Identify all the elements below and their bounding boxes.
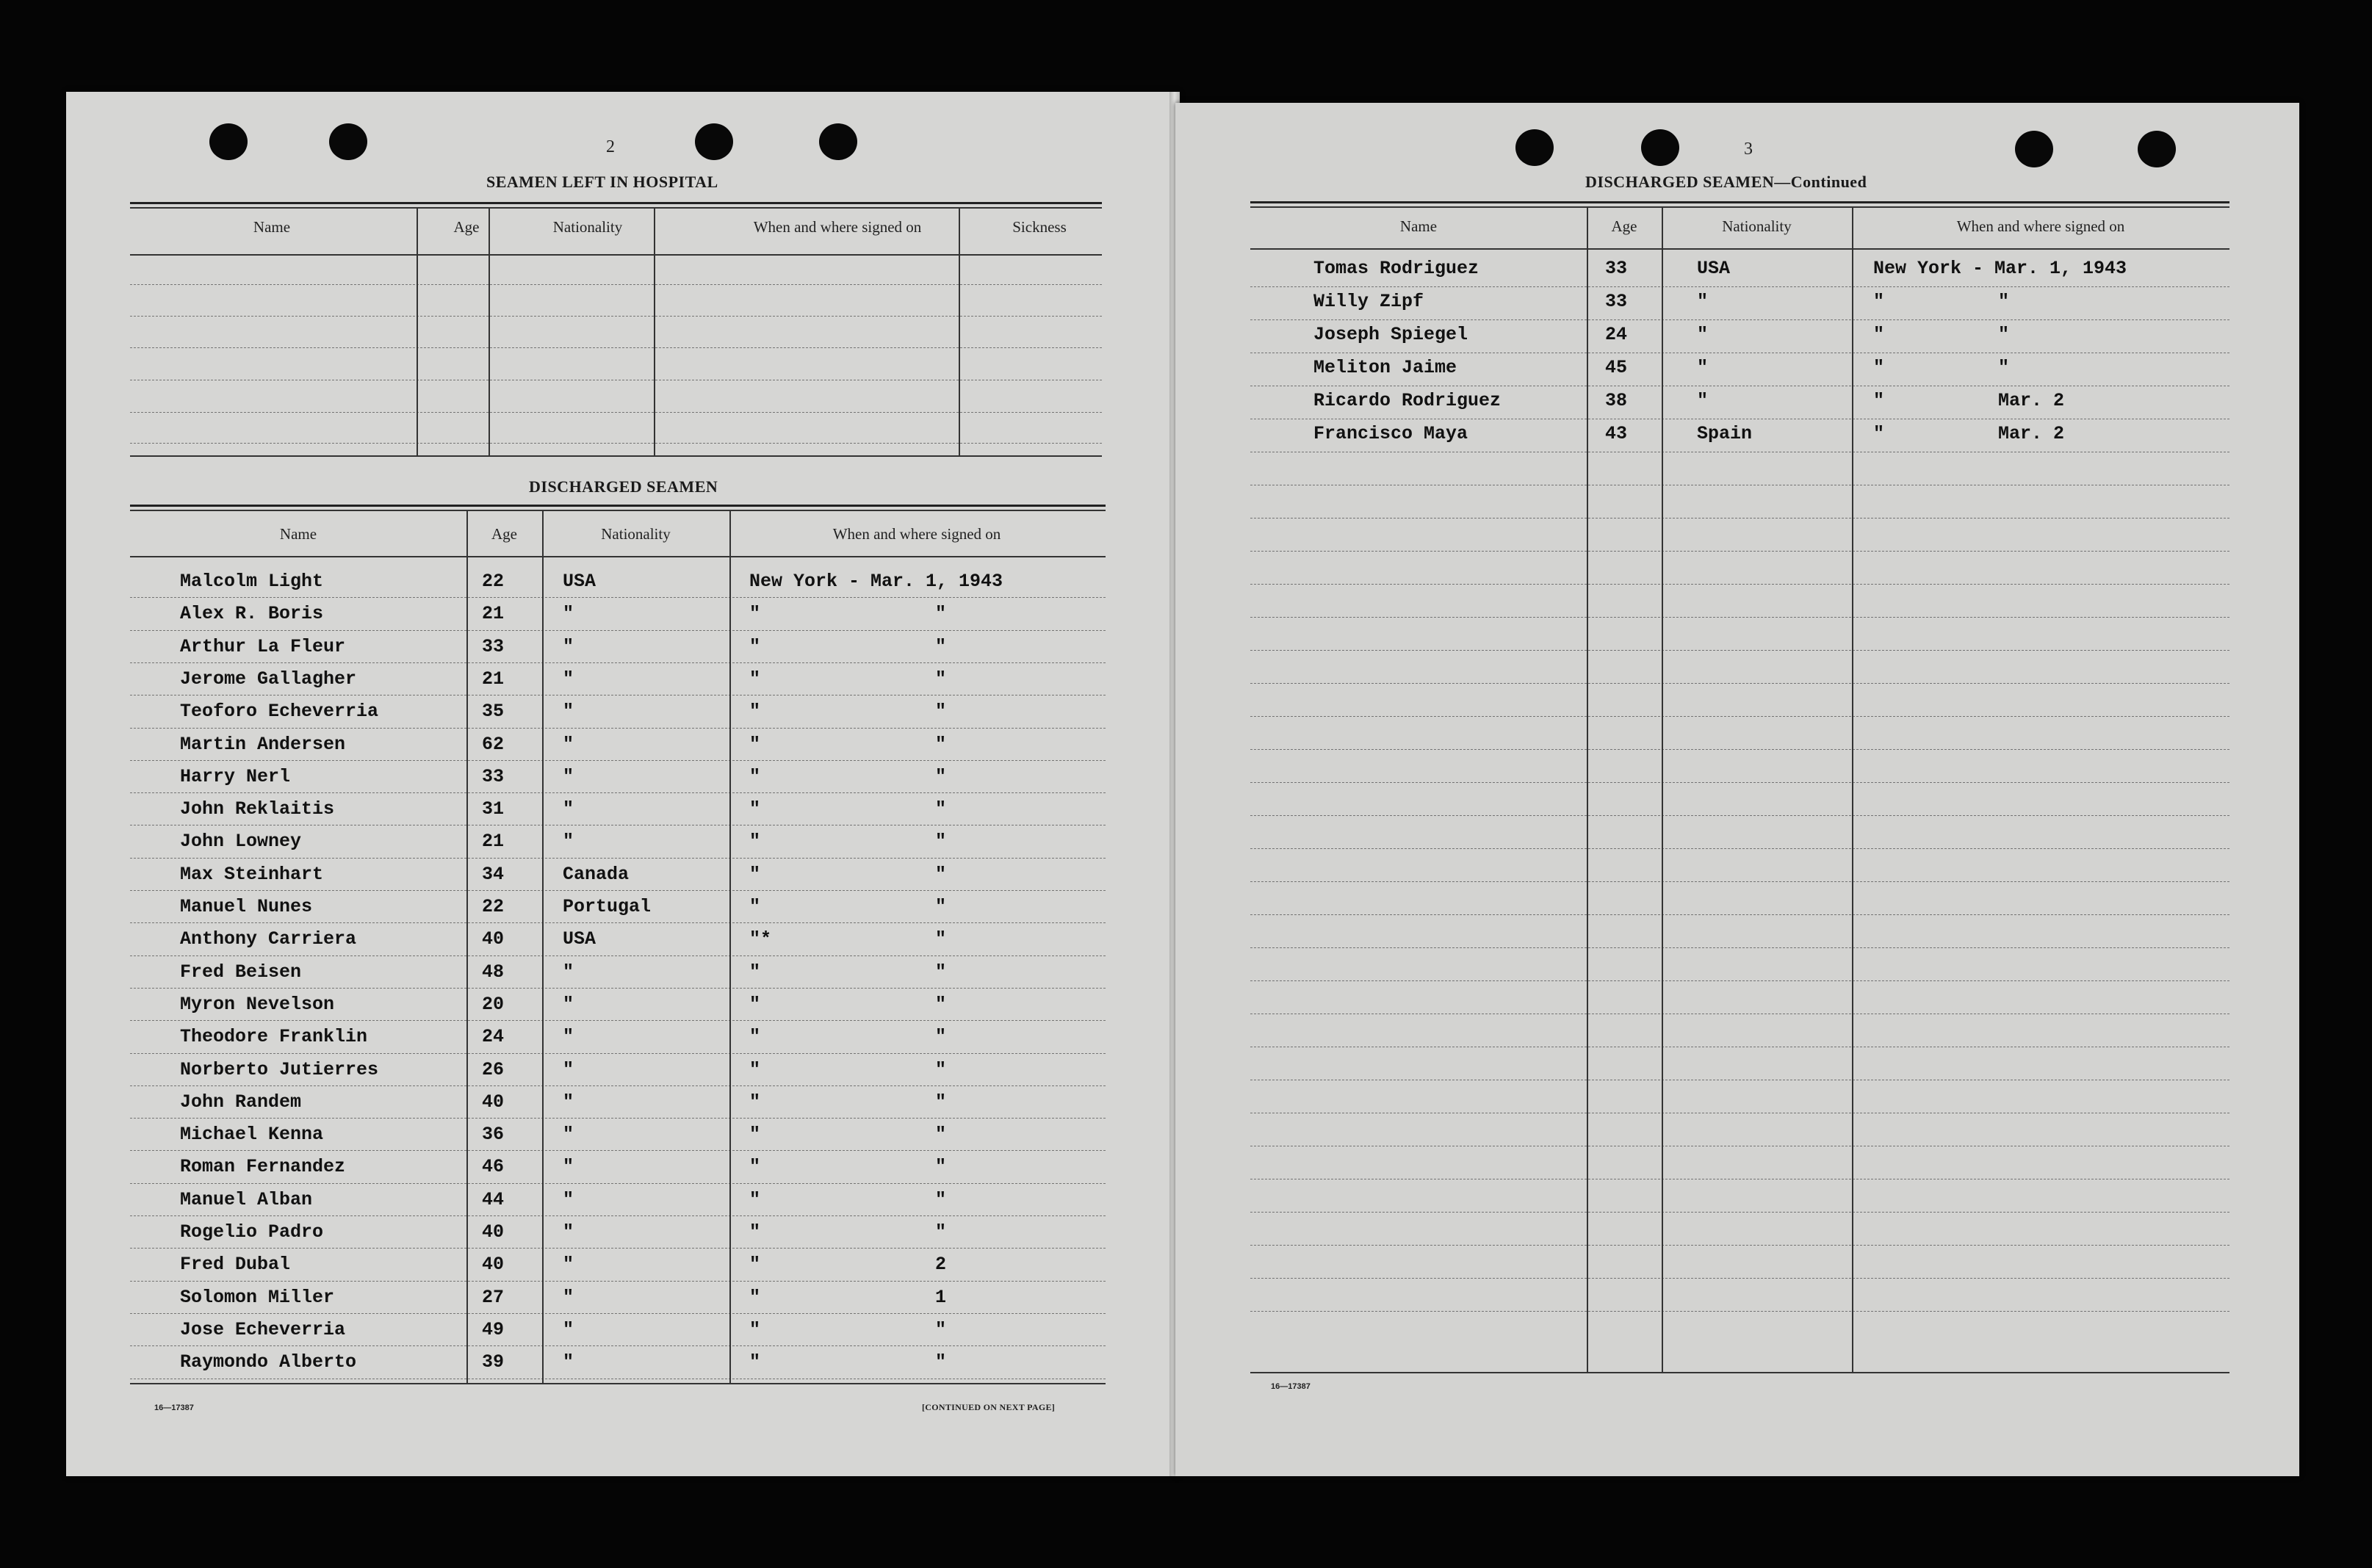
seaman-age: 31 [482, 798, 505, 820]
signed-on-place: " [749, 1254, 761, 1276]
rule-line [130, 1313, 1106, 1314]
table-row [66, 794, 1179, 826]
rule-line [130, 792, 1106, 793]
seaman-age: 40 [482, 928, 505, 950]
continued-note: [CONTINUED ON NEXT PAGE] [922, 1401, 1056, 1412]
seaman-age: 33 [482, 635, 505, 657]
signed-on-date: " [935, 668, 947, 690]
rule-line [417, 207, 418, 457]
seaman-age: 22 [482, 896, 505, 917]
seaman-name: Theodore Franklin [180, 1026, 368, 1048]
rule-line [1250, 881, 2229, 882]
signed-on-place: " [749, 668, 761, 690]
seaman-age: 21 [482, 831, 505, 853]
rule-line [130, 207, 1102, 209]
signed-on-place: " [1873, 324, 1885, 345]
table-row [66, 1087, 1179, 1119]
table-row [66, 1055, 1179, 1087]
seaman-nationality: " [1697, 390, 1709, 411]
seaman-name: Michael Kenna [180, 1124, 324, 1146]
seaman-age: 62 [482, 733, 505, 755]
seaman-age: 34 [482, 863, 505, 885]
seaman-name: Myron Nevelson [180, 993, 335, 1015]
discharged-column-header: Age [1611, 217, 1637, 235]
signed-on-date: " [1998, 324, 2010, 345]
signed-on-place: " [1873, 423, 1885, 444]
signed-on-place: " [749, 1351, 761, 1373]
table-row [66, 729, 1179, 762]
seaman-name: John Randem [180, 1091, 302, 1113]
seaman-nationality: Portugal [563, 896, 652, 917]
seaman-age: 33 [482, 765, 505, 787]
seaman-age: 20 [482, 993, 505, 1015]
rule-line [130, 412, 1102, 413]
hospital-column-header: Name [253, 218, 291, 236]
rule-line [130, 443, 1102, 444]
table-row [66, 1249, 1179, 1282]
seaman-name: Meliton Jaime [1313, 357, 1457, 378]
signed-on-date: " [935, 1091, 947, 1113]
seaman-nationality: Spain [1697, 423, 1753, 444]
rule-line [130, 316, 1102, 317]
signed-on-place: " [749, 831, 761, 853]
rule-line [130, 1053, 1106, 1054]
signed-on-place: " [749, 1286, 761, 1308]
seaman-name: Solomon Miller [180, 1286, 335, 1308]
rule-line [130, 630, 1106, 631]
seaman-nationality: " [563, 1286, 574, 1308]
discharged-column-header: When and where signed on [832, 525, 1001, 543]
signed-on-date: " [935, 961, 947, 983]
seaman-name: Malcolm Light [180, 571, 324, 592]
seaman-name: Manuel Nunes [180, 896, 313, 917]
table-row [66, 892, 1179, 924]
table-row [66, 1347, 1179, 1379]
rule-line [1250, 980, 2229, 981]
discharged-column-header: Name [1399, 217, 1438, 235]
seaman-nationality: " [563, 831, 574, 853]
seaman-age: 24 [1605, 324, 1628, 345]
rule-line [130, 284, 1102, 285]
punch-hole [1641, 129, 1679, 166]
table-row [66, 957, 1179, 989]
signed-on-date: " [935, 928, 947, 950]
seaman-nationality: USA [563, 571, 596, 592]
rule-line [1250, 947, 2229, 948]
rule-line [1250, 201, 2229, 203]
signed-on-date: " [935, 733, 947, 755]
signed-on-place: " [1873, 357, 1885, 378]
seaman-nationality: " [1697, 324, 1709, 345]
rule-line [1250, 914, 2229, 915]
signed-on-place: " [749, 863, 761, 885]
rule-line [466, 510, 468, 1383]
signed-on-place: " [749, 733, 761, 755]
rule-line [130, 597, 1106, 598]
rule-line [130, 1020, 1106, 1021]
hospital-column-header: When and where signed on [753, 218, 922, 236]
seaman-name: Jose Echeverria [180, 1318, 346, 1340]
seaman-nationality: " [563, 993, 574, 1015]
signed-on-date: " [935, 798, 947, 820]
seaman-age: 45 [1605, 357, 1628, 378]
seaman-name: Max Steinhart [180, 863, 324, 885]
seaman-age: 27 [482, 1286, 505, 1308]
rule-line [130, 505, 1106, 507]
seaman-age: 21 [482, 603, 505, 625]
signed-on-date: " [1998, 357, 2010, 378]
rule-line [729, 510, 731, 1383]
table-row [66, 1185, 1179, 1217]
seaman-name: Arthur La Fleur [180, 635, 346, 657]
discharged-continued-title [1585, 173, 1867, 192]
rule-line [1250, 815, 2229, 816]
signed-on-date: " [935, 1188, 947, 1210]
seaman-name: Willy Zipf [1313, 291, 1424, 312]
signed-on-place: " [749, 798, 761, 820]
table-row [1175, 255, 2299, 287]
rule-line [1250, 848, 2229, 849]
rule-line [959, 207, 960, 457]
table-row [66, 1217, 1179, 1249]
rule-line [130, 1345, 1106, 1346]
signed-on-date: " [935, 701, 947, 723]
seaman-age: 48 [482, 961, 505, 983]
seaman-nationality: " [563, 1188, 574, 1210]
rule-line [489, 207, 490, 457]
rule-line [1250, 206, 2229, 208]
table-row [66, 1282, 1179, 1315]
discharged-column-header: Nationality [601, 525, 671, 543]
signed-on-place: " [749, 961, 761, 983]
seaman-nationality: " [563, 765, 574, 787]
title-main: DISCHARGED SEAMEN [1585, 173, 1775, 191]
discharged-column-header: Name [279, 525, 317, 543]
signed-on-date: " [1998, 291, 2010, 312]
rule-line [130, 955, 1106, 956]
table-row [1175, 420, 2299, 452]
signed-on-date: 1 [935, 1286, 947, 1308]
rule-line [1250, 683, 2229, 684]
rule-line [130, 254, 1102, 256]
seaman-age: 33 [1605, 258, 1628, 279]
rule-line [130, 858, 1106, 859]
seaman-name: Manuel Alban [180, 1188, 313, 1210]
seaman-name: Francisco Maya [1313, 423, 1468, 444]
seaman-nationality: " [563, 701, 574, 723]
rule-line [130, 1383, 1106, 1384]
seaman-nationality: " [563, 1026, 574, 1048]
seaman-name: Fred Dubal [180, 1254, 291, 1276]
seaman-name: Martin Andersen [180, 733, 346, 755]
seaman-name: Anthony Carriera [180, 928, 357, 950]
seaman-nationality: " [563, 1318, 574, 1340]
table-row [1175, 354, 2299, 386]
seaman-nationality: " [563, 635, 574, 657]
hospital-column-header: Age [453, 218, 480, 236]
rule-line [654, 207, 655, 457]
rule-line [130, 510, 1106, 511]
seaman-age: 40 [482, 1221, 505, 1243]
seaman-age: 33 [1605, 291, 1628, 312]
rule-line [130, 728, 1106, 729]
seaman-nationality: " [563, 1351, 574, 1373]
rule-line [130, 890, 1106, 891]
signed-on-date: " [935, 1156, 947, 1178]
seaman-age: 43 [1605, 423, 1628, 444]
seaman-nationality: " [563, 1124, 574, 1146]
rule-line [1250, 749, 2229, 750]
seaman-age: 26 [482, 1058, 505, 1080]
rule-line [130, 1248, 1106, 1249]
rule-line [1250, 716, 2229, 717]
table-row [1175, 321, 2299, 353]
table-row [66, 762, 1179, 794]
seaman-age: 21 [482, 668, 505, 690]
seaman-age: 38 [1605, 390, 1628, 411]
signed-on-date: " [935, 1318, 947, 1340]
seaman-age: 40 [482, 1254, 505, 1276]
signed-on-place: " [749, 765, 761, 787]
seaman-nationality: " [563, 961, 574, 983]
signed-on-place: " [1873, 390, 1885, 411]
table-row [66, 989, 1179, 1022]
rule-line [1250, 1311, 2229, 1312]
page-number: 2 [606, 137, 615, 156]
seaman-nationality: " [563, 1221, 574, 1243]
table-row [66, 826, 1179, 859]
hospital-section-title: SEAMEN LEFT IN HOSPITAL [486, 173, 718, 191]
seaman-name: Tomas Rodriguez [1313, 258, 1479, 279]
table-row [66, 599, 1179, 631]
signed-on-place: " [749, 1156, 761, 1178]
rule-line [1250, 1278, 2229, 1279]
seaman-age: 35 [482, 701, 505, 723]
seaman-nationality: USA [563, 928, 596, 950]
punch-hole [2015, 131, 2053, 167]
right-page [1175, 103, 2299, 1476]
signed-on-place: New York - Mar. 1, 1943 [749, 571, 1003, 592]
rule-line [1662, 206, 1663, 1372]
table-row [66, 566, 1179, 599]
signed-on-date: " [935, 1058, 947, 1080]
signed-on-date: " [935, 831, 947, 853]
punch-hole [329, 123, 367, 160]
seaman-name: Norberto Jutierres [180, 1058, 379, 1080]
rule-line [1250, 617, 2229, 618]
rule-line [1250, 782, 2229, 783]
seaman-name: Fred Beisen [180, 961, 302, 983]
discharged-column-header: Age [491, 525, 517, 543]
signed-on-place: " [749, 701, 761, 723]
seaman-nationality: " [563, 603, 574, 625]
seaman-age: 36 [482, 1124, 505, 1146]
seaman-nationality: " [563, 798, 574, 820]
seaman-nationality: " [563, 1156, 574, 1178]
rule-line [130, 760, 1106, 761]
signed-on-place: " [749, 1091, 761, 1113]
seaman-name: Joseph Spiegel [1313, 324, 1468, 345]
rule-line [130, 347, 1102, 348]
discharged-column-header: Nationality [1722, 217, 1792, 235]
seaman-age: 39 [482, 1351, 505, 1373]
seaman-name: Jerome Gallagher [180, 668, 357, 690]
signed-on-place: New York - Mar. 1, 1943 [1873, 258, 2127, 279]
punch-hole [2138, 131, 2176, 167]
signed-on-place: " [749, 1058, 761, 1080]
signed-on-place: " [749, 1124, 761, 1146]
seaman-age: 40 [482, 1091, 505, 1113]
signed-on-place: " [749, 1188, 761, 1210]
signed-on-date: " [935, 993, 947, 1015]
form-number: 16—17387 [154, 1403, 194, 1412]
table-row [66, 1022, 1179, 1054]
table-row [66, 1315, 1179, 1347]
rule-line [542, 510, 544, 1383]
seaman-name: John Lowney [180, 831, 302, 853]
seaman-name: Teoforo Echeverria [180, 701, 379, 723]
signed-on-place: "* [749, 928, 772, 950]
rule-line [130, 695, 1106, 696]
hospital-column-header: Sickness [1012, 218, 1067, 236]
signed-on-date: 2 [935, 1254, 947, 1276]
rule-line [130, 556, 1106, 557]
seaman-nationality: Canada [563, 863, 630, 885]
rule-line [130, 1215, 1106, 1216]
seaman-nationality: " [563, 1091, 574, 1113]
seaman-name: Raymondo Alberto [180, 1351, 357, 1373]
signed-on-date: " [935, 863, 947, 885]
rule-line [130, 1150, 1106, 1151]
rule-line [130, 1118, 1106, 1119]
table-row [1175, 288, 2299, 320]
seaman-nationality: " [1697, 291, 1709, 312]
signed-on-date: Mar. 2 [1998, 390, 2065, 411]
seaman-age: 46 [482, 1156, 505, 1178]
seaman-nationality: " [563, 1254, 574, 1276]
title-suffix: —Continued [1774, 173, 1867, 191]
rule-line [130, 1085, 1106, 1086]
signed-on-date: " [935, 1351, 947, 1373]
rule-line [130, 988, 1106, 989]
rule-line [1587, 206, 1588, 1372]
seaman-name: John Reklaitis [180, 798, 335, 820]
seaman-nationality: " [563, 1058, 574, 1080]
rule-line [130, 202, 1102, 204]
punch-hole [819, 123, 857, 160]
rule-line [1250, 584, 2229, 585]
seaman-name: Roman Fernandez [180, 1156, 346, 1178]
signed-on-date: " [935, 1026, 947, 1048]
signed-on-date: " [935, 635, 947, 657]
rule-line [1250, 650, 2229, 651]
punch-hole [695, 123, 733, 160]
signed-on-place: " [749, 993, 761, 1015]
signed-on-place: " [749, 896, 761, 917]
left-page [66, 92, 1179, 1476]
seaman-age: 22 [482, 571, 505, 592]
discharged-column-header: When and where signed on [1956, 217, 2125, 235]
table-row [66, 1119, 1179, 1152]
seaman-age: 44 [482, 1188, 505, 1210]
punch-hole [1515, 129, 1554, 166]
rule-line [130, 662, 1106, 663]
rule-line [130, 1183, 1106, 1184]
seaman-nationality: " [563, 733, 574, 755]
rule-line [1250, 1212, 2229, 1213]
signed-on-place: " [749, 1221, 761, 1243]
seaman-name: Alex R. Boris [180, 603, 324, 625]
table-row [1175, 387, 2299, 419]
signed-on-date: " [935, 1124, 947, 1146]
seaman-nationality: " [563, 668, 574, 690]
seaman-name: Harry Nerl [180, 765, 291, 787]
rule-line [1250, 248, 2229, 250]
rule-line [1250, 1245, 2229, 1246]
seaman-nationality: " [1697, 357, 1709, 378]
hospital-column-header: Nationality [552, 218, 623, 236]
table-row [66, 924, 1179, 956]
signed-on-date: " [935, 1221, 947, 1243]
seaman-age: 24 [482, 1026, 505, 1048]
table-row [66, 632, 1179, 664]
signed-on-place: " [749, 1026, 761, 1048]
punch-hole [209, 123, 248, 160]
seaman-name: Ricardo Rodriguez [1313, 390, 1502, 411]
signed-on-date: Mar. 2 [1998, 423, 2065, 444]
page-number: 3 [1744, 140, 1753, 159]
rule-line [1852, 206, 1853, 1372]
rule-line [1250, 518, 2229, 519]
seaman-age: 49 [482, 1318, 505, 1340]
table-row [66, 696, 1179, 729]
rule-line [130, 455, 1102, 457]
signed-on-date: " [935, 765, 947, 787]
seaman-nationality: USA [1697, 258, 1731, 279]
rule-line [130, 922, 1106, 923]
signed-on-place: " [1873, 291, 1885, 312]
rule-line [130, 1281, 1106, 1282]
discharged-section-title: DISCHARGED SEAMEN [529, 477, 718, 496]
rule-line [1250, 551, 2229, 552]
table-row [66, 664, 1179, 696]
rule-line [1250, 1372, 2229, 1373]
signed-on-date: " [935, 896, 947, 917]
table-row [66, 1152, 1179, 1184]
form-number: 16—17387 [1271, 1382, 1311, 1391]
signed-on-date: " [935, 603, 947, 625]
seaman-name: Rogelio Padro [180, 1221, 324, 1243]
table-row [66, 859, 1179, 892]
signed-on-place: " [749, 603, 761, 625]
signed-on-place: " [749, 635, 761, 657]
signed-on-place: " [749, 1318, 761, 1340]
